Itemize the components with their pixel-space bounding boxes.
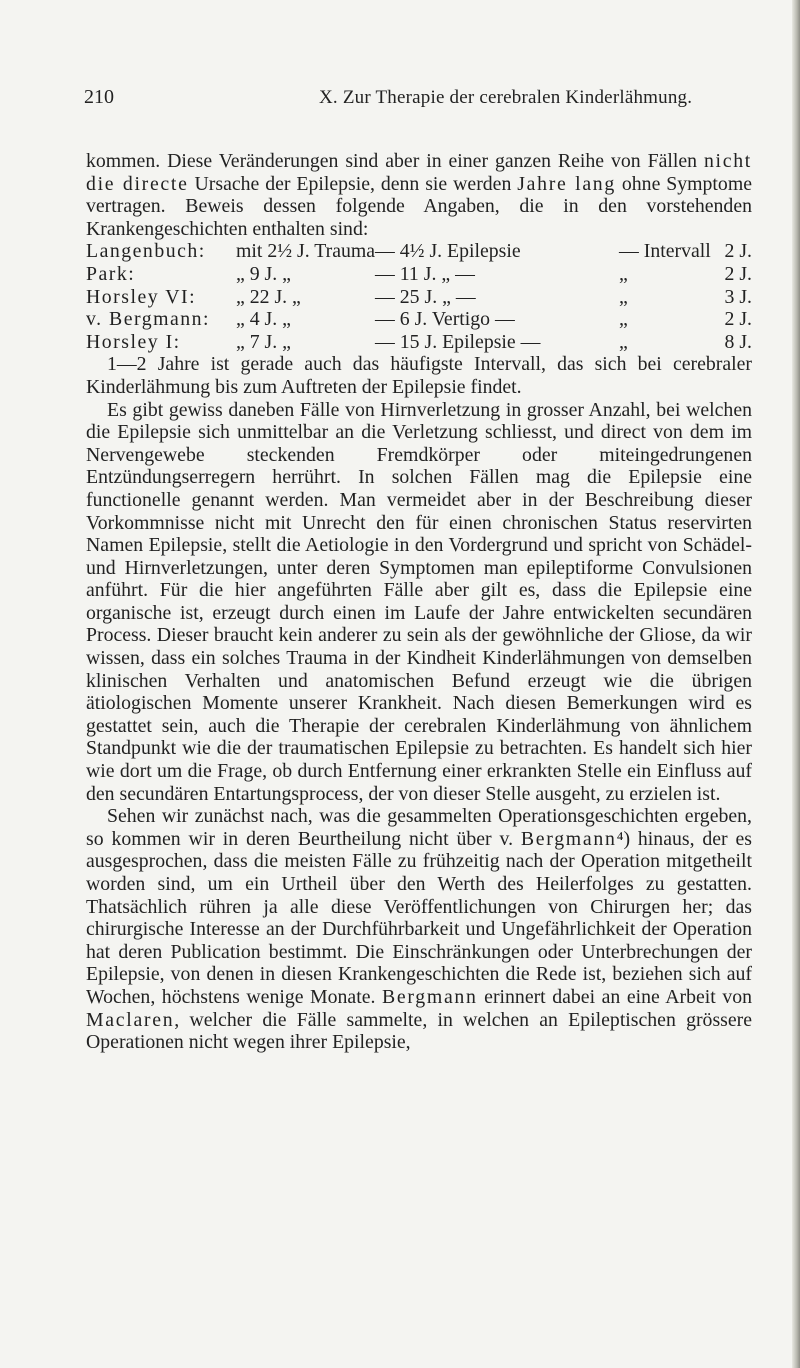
case-epilepsy: — 25 J. „ — — [375, 285, 476, 308]
paragraph-interval: 1—2 Jahre ist gerade auch das häufigste Intervall, das sich bei cerebraler Kinderlähmung bis zum Auftreten der Epilepsie findet. — [86, 353, 752, 398]
p3-text-d: , welcher die Fälle sammelte, in welchen an Epileptischen grössere Operationen nicht wegen ihrer Epilepsie, — [86, 1008, 752, 1054]
case-name: Horsley VI — [86, 285, 190, 308]
case-table — [86, 240, 752, 353]
case-sep: : — [203, 308, 209, 331]
case-interval: 8 J. — [724, 330, 752, 353]
case-name: v. Bergmann — [86, 308, 204, 331]
case-row — [86, 331, 752, 354]
case-trauma: mit 2½ J. Trauma — [236, 240, 376, 263]
page-edge-shadow — [792, 0, 800, 1368]
running-title: X. Zur Therapie der cerebralen Kinderlähmung. — [319, 87, 693, 108]
case-interval: 2 J. — [724, 240, 752, 263]
case-interval-label: — Intervall — [619, 240, 711, 263]
case-trauma: „ 4 J. „ — [236, 308, 291, 331]
paragraph-hirnverletzung: Es gibt gewiss daneben Fälle von Hirnverletzung in grosser Anzahl, bei welchen die Epilepsie sich unmittelbar an die Verletzung schliesst, und direct von dem im Nervengewebe steckenden Fremdkörper oder miteingedrungenen Entzündungserregern herrührt. In solchen Fällen mag die Epilepsie eine functionelle genannt werden. Man vermeidet aber in der Beschreibung dieser Vorkommnisse nicht mit Unrecht den für einen chronischen Status reservirten Namen Epilepsie, stellt die Aetiologie in den Vordergrund und spricht von Schädel- und Hirnverletzungen, unter deren Symptomen man epileptiforme Convulsionen anführt. Für die hier angeführten Fälle aber gilt es, dass die Epilepsie eine organische ist, erzeugt durch einen im Laufe der Jahre entwickelten secundären Process. Dieser braucht kein anderer zu sein als der gewöhnliche der Gliose, da wir wissen, dass ein solches Trauma in der Kindheit Kinderlähmungen von demselben klinischen Verhalten und anatomischen Befund erzeugt wie die übrigen ätiologischen Momente unserer Krankheit. Nach diesen Bemerkungen wird es gestattet sein, auch die Therapie der cerebralen Kinderlähmung von ähnlichem Standpunkt wie die der traumatischen Epilepsie zu betrachten. Es handelt sich hier wie dort um die Frage, ob durch Entfernung einer erkrankten Stelle ein Einfluss auf den secundären Entartungsprocess, der von dieser Stelle ausgeht, zu erzielen ist. — [86, 398, 752, 805]
intro-text-1: kommen. Diese Veränderungen sind aber in einer ganzen Reihe von Fällen — [86, 150, 704, 172]
intro-paragraph — [86, 150, 752, 240]
case-trauma: „ 22 J. „ — [236, 285, 301, 308]
author-name: Maclaren — [86, 1008, 175, 1031]
case-epilepsy: — 11 J. „ — — [375, 262, 475, 285]
p3-text-c: erinnert dabei an eine Arbeit von — [477, 985, 752, 1008]
case-row — [86, 308, 752, 331]
intro-emphasis-1: nicht die directe — [86, 150, 752, 195]
case-interval: 2 J. — [724, 308, 752, 331]
case-interval: 2 J. — [724, 262, 752, 285]
body-text — [86, 150, 752, 1054]
case-epilepsy: — 6 J. Vertigo — — [375, 308, 515, 331]
case-row — [86, 286, 752, 309]
author-name: Bergmann — [520, 827, 617, 850]
case-interval-label: „ — [619, 262, 628, 285]
case-name: Langenbuch — [86, 240, 199, 263]
intro-text-3: ohne Symptome vertragen. Beweis dessen folgende Angaben, die in den vorstehenden Krankengeschichten enthalten sind: — [86, 172, 752, 240]
case-name: Horsley I — [86, 330, 174, 353]
case-name: Park — [86, 262, 129, 285]
case-sep: : — [189, 285, 195, 308]
case-trauma: „ 9 J. „ — [236, 262, 291, 285]
case-sep: : — [198, 240, 205, 263]
page-number: 210 — [84, 86, 114, 108]
paragraph-operationsgeschichten — [86, 805, 752, 1054]
case-trauma: „ 7 J. „ — [236, 330, 291, 353]
case-row — [86, 263, 752, 286]
case-sep: : — [173, 330, 180, 353]
intro-emphasis-2: Jahre lang — [517, 172, 616, 195]
case-interval: 3 J. — [724, 285, 752, 308]
p3-text-b: ⁴) hinaus, der es ausgesprochen, dass die meisten Fälle zu frühzeitig nach der Operation mitgetheilt worden sind, um ein Urtheil über den Werth des Heilerfolges zu gestatten. Thatsächlich rühren ja alle diese Veröffentlichungen von Chirurgen her; das chirurgische Interesse an der Durchführbarkeit und Ungefährlichkeit der Operation hat deren Publication bestimmt. Die Einschränkungen oder Unterbrechungen der Epilepsie, von denen in diesen Krankengeschichten die Rede ist, beziehen sich auf Wochen, höchstens wenige Monate. — [86, 827, 752, 1008]
case-interval-label: „ — [619, 308, 628, 331]
case-epilepsy: — 15 J. Epilepsie — — [375, 330, 541, 353]
case-interval-label: „ — [619, 285, 628, 308]
case-interval-label: „ — [619, 330, 628, 353]
p3-text-a: Sehen wir zunächst nach, was die gesammelten Operationsgeschichten ergeben, so kommen wir in deren Beurtheilung nicht über v. — [86, 805, 752, 850]
case-sep: : — [128, 262, 134, 285]
author-name: Bergmann — [381, 985, 478, 1008]
case-row — [86, 240, 752, 263]
case-epilepsy: — 4½ J. Epilepsie — [375, 240, 521, 263]
intro-text-2: Ursache der Epilepsie, denn sie werden — [188, 172, 518, 195]
